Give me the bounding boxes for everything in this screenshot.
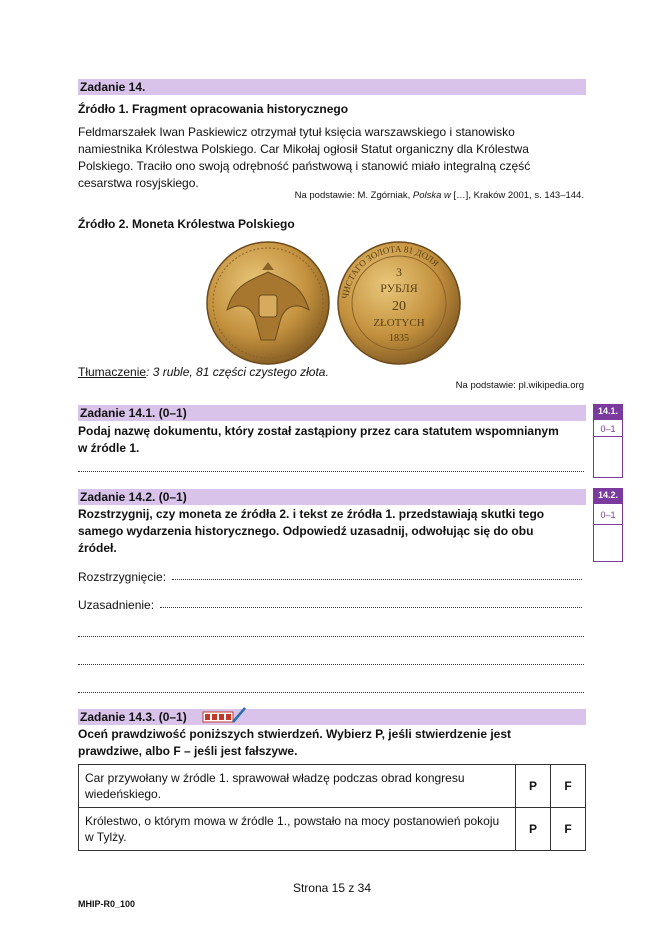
page-number: Strona 15 z 34 (292, 881, 372, 895)
source1-line: cesarstwa rosyjskiego. (78, 176, 199, 190)
answer-p-option[interactable]: P (516, 808, 551, 851)
task14-3-prompt: Oceń prawdziwość poniższych stwierdzeń. Wybierz P, jeśli stwierdzenie jest (78, 727, 512, 741)
score-box-14-1-label: 14.1. (593, 404, 623, 419)
translation: Tłumaczenie: 3 ruble, 81 części czystego złota. (78, 365, 329, 379)
decision-label: Rozstrzygnięcie: (78, 570, 167, 584)
answer-f-option[interactable]: F (551, 765, 586, 808)
answer-line-14-1[interactable] (78, 461, 584, 472)
source2-citation: Na podstawie: pl.wikipedia.org (455, 380, 584, 391)
source2-title: Źródło 2. Moneta Królestwa Polskiego (78, 217, 295, 231)
task14-2-title: Zadanie 14.2. (0–1) (80, 490, 187, 504)
answer-line[interactable] (78, 682, 584, 693)
statement-text: Królestwo, o którym mowa w źródle 1., powstało na mocy postanowień pokoju w Tylży. (79, 808, 516, 851)
score-box-14-2-input[interactable] (593, 524, 623, 562)
task14-header (78, 79, 586, 95)
score-box-14-2-label: 14.2. (593, 488, 623, 503)
justification-answer-line[interactable] (160, 597, 582, 608)
coin-rim-text: ЧИСТАГО ЗОЛОТА 81 ДОЛЯ (340, 243, 441, 300)
task14-1-title: Zadanie 14.1. (0–1) (80, 406, 187, 420)
task14-1-prompt: w źródle 1. (78, 441, 140, 455)
coin-text: ZŁOTYCH (373, 317, 425, 329)
task14-1-prompt: Podaj nazwę dokumentu, który został zastąpiony przez cara statutem wspomnianym (78, 424, 559, 438)
task14-3-prompt: prawdziwe, albo F – jeśli jest fałszywe. (78, 744, 298, 758)
source1-title: Źródło 1. Fragment opracowania historycznego (78, 102, 349, 116)
source1-line: Polskiego. Traciło ono swoją odrębność państwową i stanowić miało integralną część (78, 159, 531, 173)
task14-2-prompt: samego wydarzenia historycznego. Odpowiedź uzasadnij, odwołując się do obu (78, 524, 534, 538)
task14-2-prompt: źródeł. (78, 541, 117, 555)
coin-obverse (207, 242, 329, 364)
document-code: MHIP-R0_100 (78, 899, 136, 909)
coin-text: 1835 (389, 333, 409, 344)
coin-text: 20 (392, 299, 406, 314)
pencil-icon (202, 707, 248, 725)
score-box-14-2-range: 0–1 (593, 503, 623, 525)
coin-reverse (338, 242, 460, 364)
score-box-14-1-range: 0–1 (593, 419, 623, 437)
justification-label: Uzasadnienie: (78, 598, 155, 612)
source1-citation: Na podstawie: M. Zgórniak, Polska w […], Kraków 2001, s. 143–144. (294, 190, 584, 201)
source1-line: Feldmarszałek Iwan Paskiewicz otrzymał tytuł księcia warszawskiego i stanowisko (78, 125, 515, 139)
answer-p-option[interactable]: P (516, 765, 551, 808)
task14-2-prompt: Rozstrzygnij, czy moneta ze źródła 2. i tekst ze źródła 1. przedstawiają skutki tego (78, 507, 545, 521)
answer-line[interactable] (78, 654, 584, 665)
statement-text: Car przywołany w źródle 1. sprawował władzę podczas obrad kongresu wiedeńskiego. (79, 765, 516, 808)
decision-answer-line[interactable] (172, 569, 582, 580)
true-false-table (78, 764, 586, 851)
coin-image (205, 240, 463, 366)
coin-text: 3 (396, 265, 402, 279)
table-row (79, 765, 586, 808)
task14-1-header (78, 405, 586, 421)
task14-3-header (78, 709, 586, 725)
coin-text: РУБЛЯ (380, 281, 418, 295)
source1-line: namiestnika Królestwa Polskiego. Car Mikołaj ogłosił Statut organiczny dla Królestwa (78, 142, 529, 156)
task14-title: Zadanie 14. (80, 80, 146, 94)
answer-line[interactable] (78, 626, 584, 637)
answer-f-option[interactable]: F (551, 808, 586, 851)
task14-2-header (78, 489, 586, 505)
table-row (79, 808, 586, 851)
task14-3-title: Zadanie 14.3. (0–1) (80, 710, 187, 724)
score-box-14-1-input[interactable] (593, 436, 623, 478)
